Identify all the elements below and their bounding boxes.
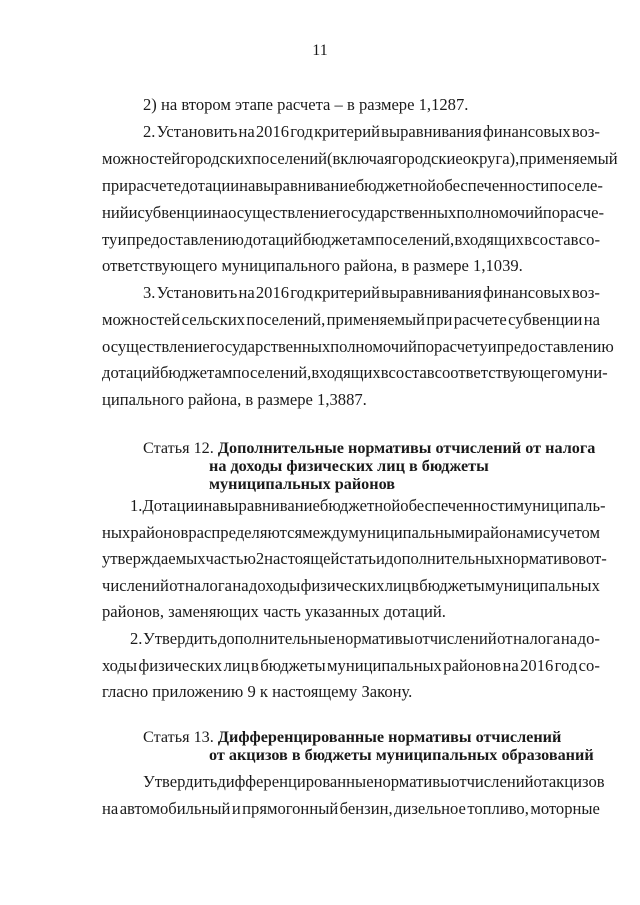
word: налога [513, 629, 561, 648]
word: применяемый [326, 310, 425, 329]
word: в [411, 576, 419, 595]
word: выравнивание [219, 496, 320, 515]
word: 2016 [255, 283, 290, 302]
word: соответствующего [434, 363, 566, 382]
word: на [102, 799, 119, 818]
word: и [128, 203, 138, 222]
article-12-heading [143, 440, 595, 456]
word: субвенции [137, 203, 212, 222]
text-line [102, 578, 600, 595]
word: на [560, 629, 578, 648]
word: на [583, 310, 600, 329]
word: от- [585, 549, 607, 568]
word: поселений, [232, 363, 312, 382]
article-12-prefix: Статья 12. [143, 439, 214, 457]
word: муни- [565, 363, 608, 382]
word: дополнительных [384, 549, 504, 568]
word: муниципальных [484, 576, 600, 595]
word: осуществление [102, 337, 210, 356]
word: ний [102, 203, 129, 222]
word: Дотации [142, 496, 204, 515]
article-13-title-line [209, 747, 594, 763]
word: 2. [130, 629, 143, 648]
word: поселений, [375, 230, 455, 249]
word: с [542, 523, 551, 542]
word: лиц [223, 656, 250, 675]
word: топливо, [467, 799, 529, 818]
word: до- [577, 629, 600, 648]
word: физических [138, 656, 223, 675]
word: бюджетам [159, 363, 233, 382]
article-13-title-line: Дифференцированные нормативы отчислений [217, 728, 562, 746]
word: год [290, 283, 313, 302]
word: Утвердить [143, 629, 218, 648]
word: дотации [181, 176, 240, 195]
word: критерий [314, 283, 380, 302]
article-12-title-text: муниципальных районов [209, 475, 396, 493]
text-line [102, 232, 600, 249]
text-line [102, 363, 608, 382]
article-12-title-line: Дополнительные нормативы отчислений от налога [217, 439, 596, 457]
word: районов [443, 656, 502, 675]
text-line [143, 285, 600, 302]
word: городские [391, 149, 463, 168]
word: полномочий [456, 203, 543, 222]
word: входящих [311, 363, 381, 382]
text-line [102, 801, 600, 818]
word: физических [300, 576, 385, 595]
word: финансовых [482, 122, 571, 141]
word: прямогонный [242, 799, 339, 818]
word: предоставлению [126, 230, 244, 249]
word: дополнительные [217, 629, 336, 648]
word: учетом [550, 523, 600, 542]
text-line [102, 658, 600, 675]
word: Утвердить [143, 772, 218, 791]
word: на [203, 496, 220, 515]
word: воз- [571, 122, 600, 141]
word: 2 [255, 549, 265, 568]
word: со- [578, 656, 600, 675]
word: налога [184, 576, 232, 595]
word: 2016 [255, 122, 290, 141]
word: критерий [314, 122, 380, 141]
text-line: ответствующего муниципального района, в размере 1,1039. [102, 256, 523, 275]
word: городских [180, 149, 253, 168]
word: расчете [128, 176, 182, 195]
word: выравнивание [255, 176, 356, 195]
word: при [426, 310, 453, 329]
word: районов [130, 523, 189, 542]
word: полномочий [330, 337, 417, 356]
word: и [487, 337, 497, 356]
word: моторные [530, 799, 600, 818]
word: бюджетной [355, 176, 437, 195]
text-line [102, 549, 607, 568]
word: сельских [181, 310, 246, 329]
word: дифференцированные [217, 772, 374, 791]
text-line: районов, заменяющих часть указанных дотаций. [102, 602, 446, 621]
word: муниципальных [327, 656, 442, 675]
article-13-title-text: от акцизов в бюджеты муниципальных образований [209, 746, 594, 764]
text-line [130, 631, 600, 648]
word: год [554, 656, 578, 675]
word: округа), [462, 149, 520, 168]
word: по [416, 337, 435, 356]
text-line [102, 149, 618, 168]
word: районами [474, 523, 543, 542]
word: финансовых [482, 283, 571, 302]
word: 1. [130, 496, 143, 515]
word: в [251, 656, 259, 675]
text-line [143, 124, 600, 141]
word: 2016 [520, 656, 554, 675]
word: на [238, 122, 255, 141]
text-line [130, 496, 606, 515]
word: частью [205, 549, 256, 568]
article-12-title-text: на доходы физических лиц в бюджеты [209, 457, 489, 475]
word: акцизов [548, 772, 605, 791]
word: Установить [156, 283, 238, 302]
word: статьи [339, 549, 385, 568]
word: бензин, [339, 799, 393, 818]
word: на [211, 203, 229, 222]
article-13-heading [143, 729, 561, 745]
word: бюджетам [302, 230, 375, 249]
word: можностей [102, 149, 181, 168]
word: отчислений [451, 772, 534, 791]
word: распределяются [188, 523, 303, 542]
word: бюджетной [319, 496, 401, 515]
word: расчете [453, 310, 507, 329]
text-line: ципального района, в размере 1,3887. [102, 390, 367, 409]
word: от [169, 576, 185, 595]
word: субвенции [508, 310, 583, 329]
word: (включая [326, 149, 392, 168]
word: расчету [434, 337, 488, 356]
word: государственных [335, 203, 457, 222]
article-12-title-line [209, 458, 489, 474]
word: нормативы [373, 772, 452, 791]
word: 3. [143, 283, 156, 302]
word: от [497, 629, 513, 648]
word: входящих [454, 230, 524, 249]
word: нормативы [336, 629, 414, 648]
word: утверждаемых [102, 549, 206, 568]
word: дотаций [244, 230, 303, 249]
word: на [239, 176, 256, 195]
word: на [238, 283, 255, 302]
text-line [102, 176, 603, 195]
word: от [533, 772, 549, 791]
text-line [102, 337, 614, 356]
word: при [102, 176, 129, 195]
page-number: 11 [312, 42, 328, 59]
word: автомобильный [119, 799, 231, 818]
word: воз- [571, 283, 600, 302]
word: осуществление [228, 203, 336, 222]
word: дизельное [394, 799, 466, 818]
word: нормативов [503, 549, 586, 568]
word: в [380, 363, 389, 382]
text-line [143, 772, 605, 791]
word: бюджеты [260, 656, 326, 675]
word: применяемый [519, 149, 618, 168]
text-line: гласно приложению 9 к настоящему Закону. [102, 682, 413, 701]
word: Установить [156, 122, 238, 141]
text-line [102, 203, 605, 222]
word: по [542, 203, 561, 222]
word: со- [578, 230, 600, 249]
word: доходы [248, 576, 301, 595]
article-13-prefix: Статья 13. [143, 728, 214, 746]
word: и [117, 230, 127, 249]
word: настоящей [264, 549, 340, 568]
word: муниципальными [348, 523, 475, 542]
word: поселений, [246, 310, 326, 329]
word: поселений [252, 149, 327, 168]
word: числений [102, 576, 169, 595]
word: выравнивания [381, 283, 482, 302]
word: дотаций [102, 363, 160, 382]
text-line [102, 312, 600, 329]
word: на [502, 656, 519, 675]
word: 2. [143, 122, 156, 141]
word: в [524, 230, 533, 249]
text-line [102, 525, 600, 542]
word: ходы [102, 656, 138, 675]
word: выравнивания [381, 122, 482, 141]
word: предоставлению [496, 337, 614, 356]
word: состав [532, 230, 579, 249]
word: ных [102, 523, 131, 542]
word: состав [388, 363, 435, 382]
word: обеспеченности [400, 496, 514, 515]
word: год [290, 122, 313, 141]
word: отчислений [414, 629, 497, 648]
word: между [302, 523, 349, 542]
article-12-title-line [209, 476, 395, 492]
word: лиц [384, 576, 411, 595]
word: государственных [209, 337, 331, 356]
text-line: 2) на втором этапе расчета – в размере 1,1287. [143, 95, 469, 114]
word: расче- [560, 203, 605, 222]
word: ту [102, 230, 118, 249]
word: на [232, 576, 249, 595]
word: бюджеты [419, 576, 485, 595]
word: можностей [102, 310, 181, 329]
word: муниципаль- [513, 496, 606, 515]
word: обеспеченности [436, 176, 550, 195]
word: и [231, 799, 241, 818]
word: поселе- [549, 176, 603, 195]
